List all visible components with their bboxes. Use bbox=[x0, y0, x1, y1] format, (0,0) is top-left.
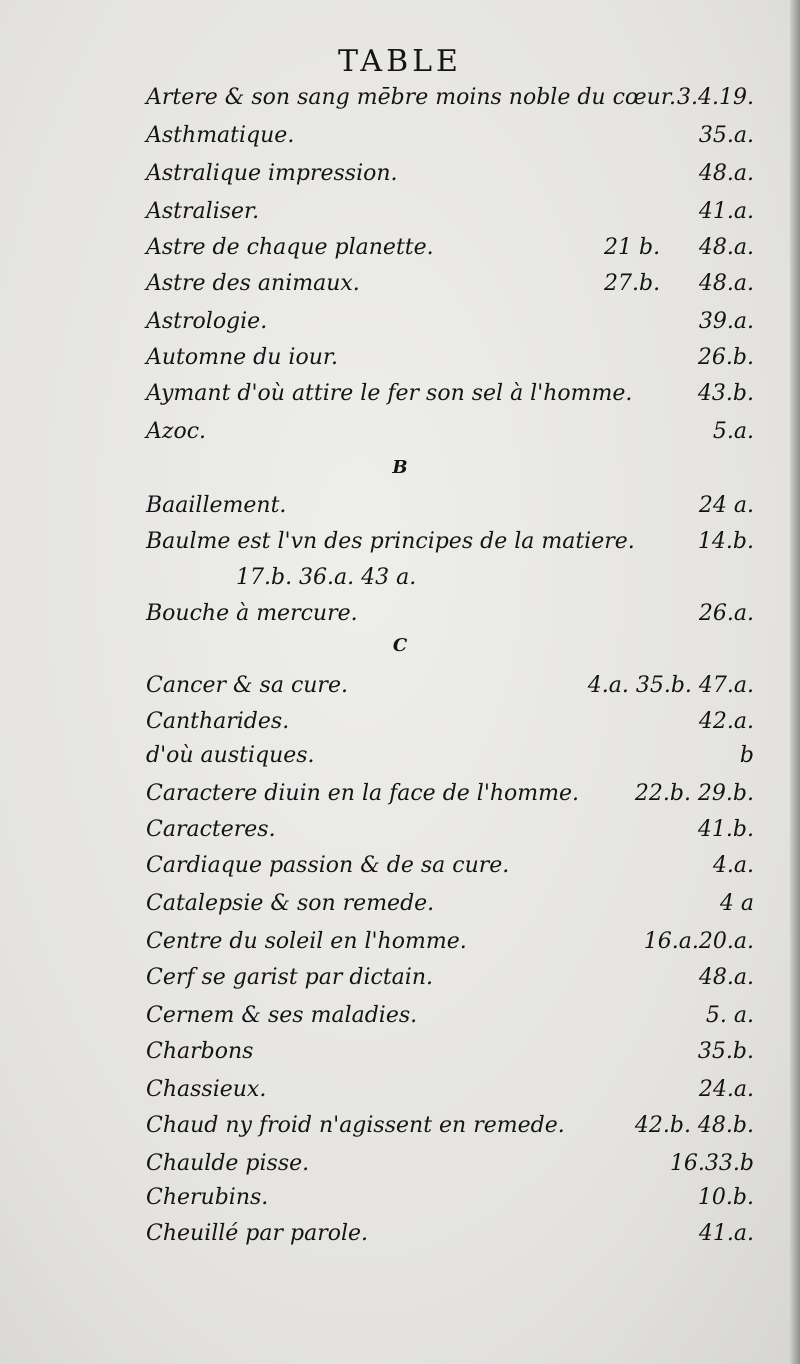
entry-term: Cardiaque passion & de sa cure. bbox=[146, 853, 510, 878]
entry-page-ref: b bbox=[739, 743, 754, 768]
entry-term: Artere & son sang mēbre moins noble du cœur. bbox=[146, 85, 676, 110]
entry-page-ref: 5.a. bbox=[712, 419, 754, 444]
entry-term: Asthmatique. bbox=[146, 123, 295, 148]
entry-page-ref: 3.4.19. bbox=[677, 85, 754, 110]
page-title: TABLE bbox=[338, 44, 462, 79]
index-entry bbox=[146, 1072, 754, 1108]
entry-page-ref: 26.a. bbox=[698, 601, 754, 626]
entry-term: Charbons bbox=[146, 1039, 254, 1064]
entry-page-ref: 24 a. bbox=[698, 493, 754, 518]
index-entry bbox=[146, 1180, 754, 1216]
index-entry bbox=[146, 266, 754, 302]
index-entry bbox=[146, 80, 754, 116]
entry-page-ref: 10.b. bbox=[697, 1185, 754, 1210]
section-heading-b: B bbox=[392, 457, 408, 478]
index-entry bbox=[146, 596, 754, 632]
page-edge-shadow bbox=[790, 0, 800, 1364]
entry-page-ref: 41.b. bbox=[697, 817, 754, 842]
entry-secondary-ref: 21 b. bbox=[604, 235, 661, 260]
entry-page-ref: 4 a bbox=[719, 891, 754, 916]
entry-term: Cerf se garist par dictain. bbox=[146, 965, 433, 990]
entry-continuation: 17.b. 36.a. 43 a. bbox=[236, 565, 417, 590]
entry-term: Centre du soleil en l'homme. bbox=[146, 929, 467, 954]
entry-page-ref: 4.a. 35.b. 47.a. bbox=[587, 673, 754, 698]
section-heading-c: C bbox=[392, 635, 408, 656]
entry-term: Cernem & ses maladies. bbox=[146, 1003, 418, 1028]
entry-page-ref: 42.b. 48.b. bbox=[634, 1113, 754, 1138]
index-entry bbox=[146, 738, 754, 774]
entry-term: Aymant d'où attire le fer son sel à l'homme. bbox=[146, 381, 633, 406]
index-entry bbox=[146, 156, 754, 192]
entry-term: Cancer & sa cure. bbox=[146, 673, 348, 698]
entry-page-ref: 16.a.20.a. bbox=[643, 929, 754, 954]
index-entry bbox=[146, 194, 754, 230]
entry-term: Caracteres. bbox=[146, 817, 276, 842]
entry-secondary-ref: 27.b. bbox=[604, 271, 661, 296]
entry-term: Chaud ny froid n'agissent en remede. bbox=[146, 1113, 565, 1138]
index-entry bbox=[146, 524, 754, 560]
entry-page-ref: 4.a. bbox=[712, 853, 754, 878]
index-entry bbox=[146, 488, 754, 524]
entry-page-ref: 14.b. bbox=[697, 529, 754, 554]
entry-page-ref: 48.a. bbox=[698, 235, 754, 260]
entry-term: Cherubins. bbox=[146, 1185, 269, 1210]
entry-term: Astrologie. bbox=[146, 309, 268, 334]
entry-term: Azoc. bbox=[146, 419, 207, 444]
index-entry bbox=[146, 960, 754, 996]
index-entry bbox=[146, 1108, 754, 1144]
entry-page-ref: 48.a. bbox=[698, 161, 754, 186]
index-entry bbox=[146, 776, 754, 812]
index-entry bbox=[146, 376, 754, 412]
index-entry bbox=[146, 304, 754, 340]
entry-term: Cheuillé par parole. bbox=[146, 1221, 369, 1246]
index-entry bbox=[146, 230, 754, 266]
entry-term: Catalepsie & son remede. bbox=[146, 891, 435, 916]
index-entry bbox=[146, 704, 754, 740]
entry-page-ref: 42.a. bbox=[698, 709, 754, 734]
entry-page-ref: 48.a. bbox=[698, 965, 754, 990]
entry-term: Baaillement. bbox=[146, 493, 287, 518]
index-entry bbox=[146, 998, 754, 1034]
index-entry bbox=[146, 848, 754, 884]
index-entry bbox=[146, 1216, 754, 1252]
index-entry bbox=[146, 1146, 754, 1182]
index-entry bbox=[146, 118, 754, 154]
entry-page-ref: 22.b. 29.b. bbox=[634, 781, 754, 806]
index-entry bbox=[146, 886, 754, 922]
entry-page-ref: 41.a. bbox=[698, 1221, 754, 1246]
entry-page-ref: 5. a. bbox=[705, 1003, 754, 1028]
entry-page-ref: 24.a. bbox=[698, 1077, 754, 1102]
entry-page-ref: 43.b. bbox=[697, 381, 754, 406]
entry-term: Cantharides. bbox=[146, 709, 290, 734]
index-entry bbox=[146, 340, 754, 376]
entry-term: Caractere diuin en la face de l'homme. bbox=[146, 781, 580, 806]
entry-term: Astre des animaux. bbox=[146, 271, 360, 296]
entry-page-ref: 35.b. bbox=[697, 1039, 754, 1064]
index-entry bbox=[146, 414, 754, 450]
entry-term: Chaulde pisse. bbox=[146, 1151, 310, 1176]
entry-term: Bouche à mercure. bbox=[146, 601, 358, 626]
entry-page-ref: 35.a. bbox=[698, 123, 754, 148]
entry-term: Automne du iour. bbox=[146, 345, 338, 370]
entry-page-ref: 39.a. bbox=[698, 309, 754, 334]
entry-term: Baulme est l'vn des principes de la matiere. bbox=[146, 529, 635, 554]
entry-term: Astraliser. bbox=[146, 199, 260, 224]
entry-term: Astralique impression. bbox=[146, 161, 398, 186]
entry-term: Chassieux. bbox=[146, 1077, 267, 1102]
entry-page-ref: 41.a. bbox=[698, 199, 754, 224]
entry-page-ref: 16.33.b bbox=[669, 1151, 754, 1176]
index-entry bbox=[146, 1034, 754, 1070]
index-entry bbox=[146, 812, 754, 848]
index-entry bbox=[146, 924, 754, 960]
entry-page-ref: 26.b. bbox=[697, 345, 754, 370]
index-entry bbox=[146, 668, 754, 704]
entry-term: Astre de chaque planette. bbox=[146, 235, 434, 260]
entry-page-ref: 48.a. bbox=[698, 271, 754, 296]
entry-term: d'où austiques. bbox=[146, 743, 315, 768]
